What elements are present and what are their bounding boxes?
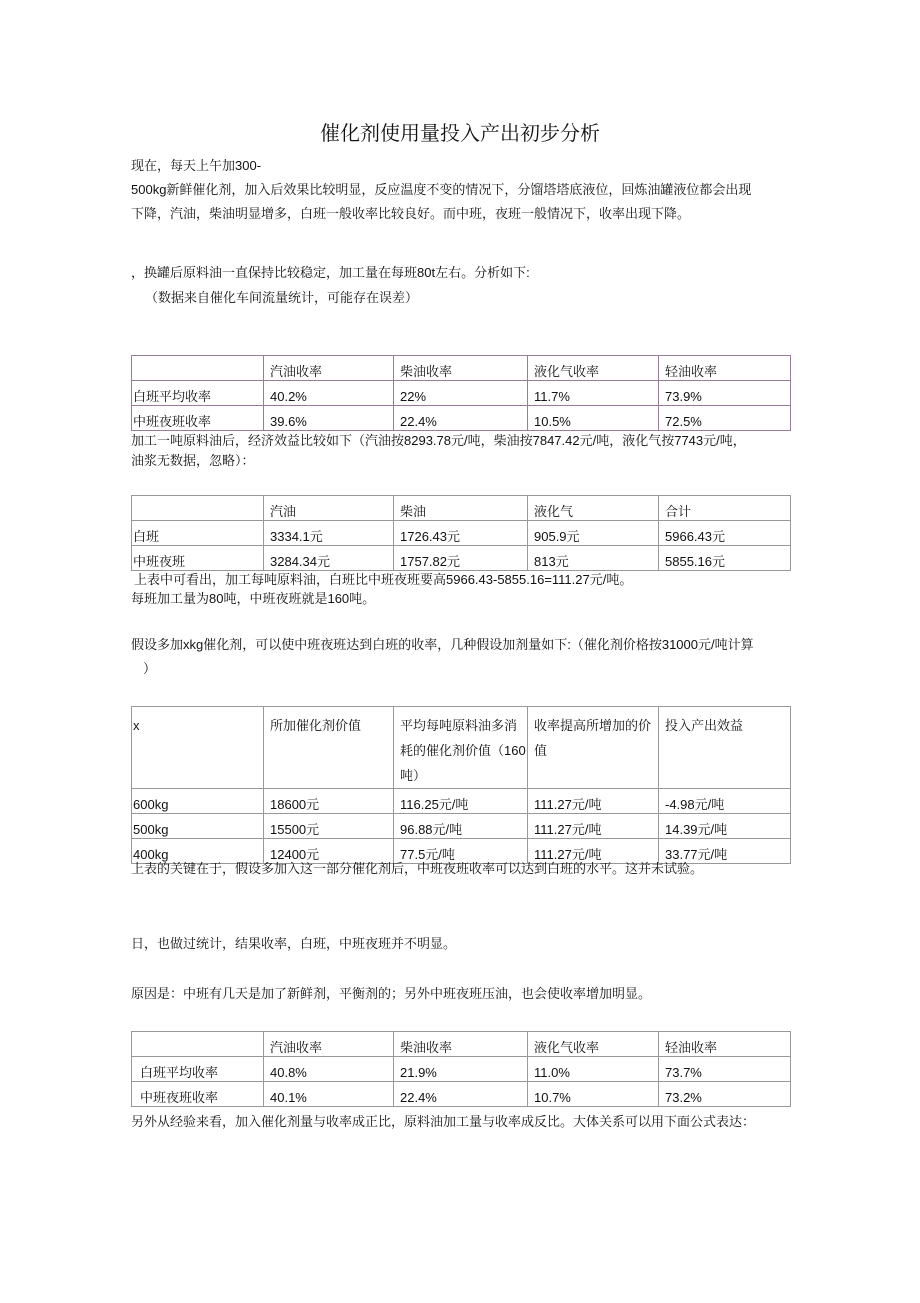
- table-cell: 21.9%: [394, 1057, 528, 1082]
- table-cell: 96.88元/吨: [394, 814, 528, 839]
- table-header-row: [132, 1032, 791, 1057]
- table-cell: 收率提高所增加的价值: [528, 707, 659, 789]
- yield-table-1: [131, 355, 791, 431]
- table-cell: 73.9%: [659, 381, 791, 406]
- table-cell: 11.0%: [528, 1057, 659, 1082]
- table-cell: 白班平均收率: [132, 1057, 264, 1082]
- paragraph-line: 另外从经验来看，加入催化剂量与收率成正比，原料油加工量与收率成反比。大体关系可以用下面公式表达：: [131, 1114, 756, 1129]
- table-cell: 14.39元/吨: [659, 814, 791, 839]
- table-cell: 905.9元: [528, 521, 659, 546]
- table-cell: 液化气: [528, 496, 659, 521]
- table-cell: 73.7%: [659, 1057, 791, 1082]
- table-row: [132, 789, 791, 814]
- table-cell: 11.7%: [528, 381, 659, 406]
- table-cell: 600kg: [132, 789, 264, 814]
- table-cell: 18600元: [264, 789, 394, 814]
- paragraph-line: 加工一吨原料油后，经济效益比较如下（汽油按8293.78元/吨，柴油按7847.42元/吨，液化气按7743元/吨，: [131, 433, 746, 448]
- table-header-row: [132, 356, 791, 381]
- table-cell: 柴油: [394, 496, 528, 521]
- table-row: [132, 406, 791, 431]
- table-cell: 3334.1元: [264, 521, 394, 546]
- paragraph-line: ）: [143, 661, 157, 676]
- table-cell: 合计: [659, 496, 791, 521]
- table-cell: 111.27元/吨: [528, 839, 659, 864]
- table-header-row: [132, 496, 791, 521]
- paragraph-line: 上表中可看出，加工每吨原料油，白班比中班夜班要高5966.43-5855.16=111.27元/吨。: [134, 572, 633, 587]
- paragraph-line: 下降，汽油，柴油明显增多，白班一般收率比较良好。而中班，夜班一般情况下，收率出现下降。: [131, 206, 691, 221]
- table-cell: 投入产出效益: [659, 707, 791, 789]
- table-cell: 40.1%: [264, 1082, 394, 1107]
- paragraph-line: 假设多加xkg催化剂，可以使中班夜班达到白班的收率，几种假设加剂量如下:（催化剂价格按31000元/吨计算: [131, 637, 754, 652]
- table-cell: 1757.82元: [394, 546, 528, 571]
- table-cell: 轻油收率: [659, 1032, 791, 1057]
- table-cell: 116.25元/吨: [394, 789, 528, 814]
- table-cell: 白班: [132, 521, 264, 546]
- table-cell: 3284.34元: [264, 546, 394, 571]
- table-cell: 39.6%: [264, 406, 394, 431]
- paragraph-line: 油浆无数据，忽略）：: [131, 453, 255, 468]
- table-cell: 500kg: [132, 814, 264, 839]
- economic-benefit-table: [131, 495, 791, 571]
- table-row: [132, 546, 791, 571]
- table-cell: 40.8%: [264, 1057, 394, 1082]
- paragraph-line: 现在，每天上午加300-: [131, 158, 262, 173]
- paragraph-line: 每班加工量为80吨，中班夜班就是160吨。: [131, 591, 376, 606]
- table-cell: [132, 356, 264, 381]
- table-cell: 15500元: [264, 814, 394, 839]
- table-cell: 111.27元/吨: [528, 789, 659, 814]
- table-cell: 400kg: [132, 839, 264, 864]
- paragraph-line: ，换罐后原料油一直保持比较稳定，加工量在每班80t左右。分析如下:: [131, 265, 530, 280]
- table-header-row: [132, 707, 791, 789]
- table-cell: 12400元: [264, 839, 394, 864]
- table-cell: 22.4%: [394, 1082, 528, 1107]
- input-output-table: [131, 706, 791, 864]
- table-row: [132, 814, 791, 839]
- table-cell: 22.4%: [394, 406, 528, 431]
- table-cell: 汽油收率: [264, 356, 394, 381]
- table-cell: x: [132, 707, 264, 789]
- table-cell: 轻油收率: [659, 356, 791, 381]
- table-cell: 33.77元/吨: [659, 839, 791, 864]
- table-cell: 液化气收率: [528, 1032, 659, 1057]
- table-cell: 111.27元/吨: [528, 814, 659, 839]
- table-cell: 柴油收率: [394, 356, 528, 381]
- paragraph-line: 上表的关键在于，假设多加入这一部分催化剂后，中班夜班收率可以达到白班的水平。这并未试验。: [131, 861, 704, 876]
- table-cell: 10.5%: [528, 406, 659, 431]
- document-title: 催化剂使用量投入产出初步分析: [320, 123, 600, 145]
- table-cell: 77.5元/吨: [394, 839, 528, 864]
- table-cell: [132, 496, 264, 521]
- table-cell: 汽油收率: [264, 1032, 394, 1057]
- table-cell: 中班夜班收率: [132, 1082, 264, 1107]
- table-cell: 40.2%: [264, 381, 394, 406]
- table-cell: 液化气收率: [528, 356, 659, 381]
- table-cell: 白班平均收率: [132, 381, 264, 406]
- data-source-note: （数据来自催化车间流量统计，可能存在误差）: [145, 290, 419, 305]
- yield-table-2: [131, 1031, 791, 1107]
- table-row: [132, 521, 791, 546]
- table-row: [132, 381, 791, 406]
- table-row: [132, 1057, 791, 1082]
- table-cell: 5966.43元: [659, 521, 791, 546]
- table-cell: 5855.16元: [659, 546, 791, 571]
- table-cell: 平均每吨原料油多消耗的催化剂价值（160吨）: [394, 707, 528, 789]
- table-cell: 中班夜班收率: [132, 406, 264, 431]
- paragraph-line: 日，也做过统计，结果收率，白班，中班夜班并不明显。: [131, 936, 457, 951]
- paragraph-line: 500kg新鲜催化剂，加入后效果比较明显，反应温度不变的情况下，分馏塔塔底液位，回炼油罐液位都会出现: [131, 182, 752, 197]
- table-cell: 22%: [394, 381, 528, 406]
- table-cell: 73.2%: [659, 1082, 791, 1107]
- table-cell: 10.7%: [528, 1082, 659, 1107]
- table-cell: 72.5%: [659, 406, 791, 431]
- table-cell: -4.98元/吨: [659, 789, 791, 814]
- table-cell: 813元: [528, 546, 659, 571]
- table-cell: 汽油: [264, 496, 394, 521]
- table-cell: [132, 1032, 264, 1057]
- table-row: [132, 1082, 791, 1107]
- table-cell: 所加催化剂价值: [264, 707, 394, 789]
- table-cell: 1726.43元: [394, 521, 528, 546]
- table-cell: 中班夜班: [132, 546, 264, 571]
- paragraph-line: 原因是：中班有几天是加了新鲜剂，平衡剂的；另外中班夜班压油，也会使收率增加明显。: [131, 986, 652, 1001]
- table-cell: 柴油收率: [394, 1032, 528, 1057]
